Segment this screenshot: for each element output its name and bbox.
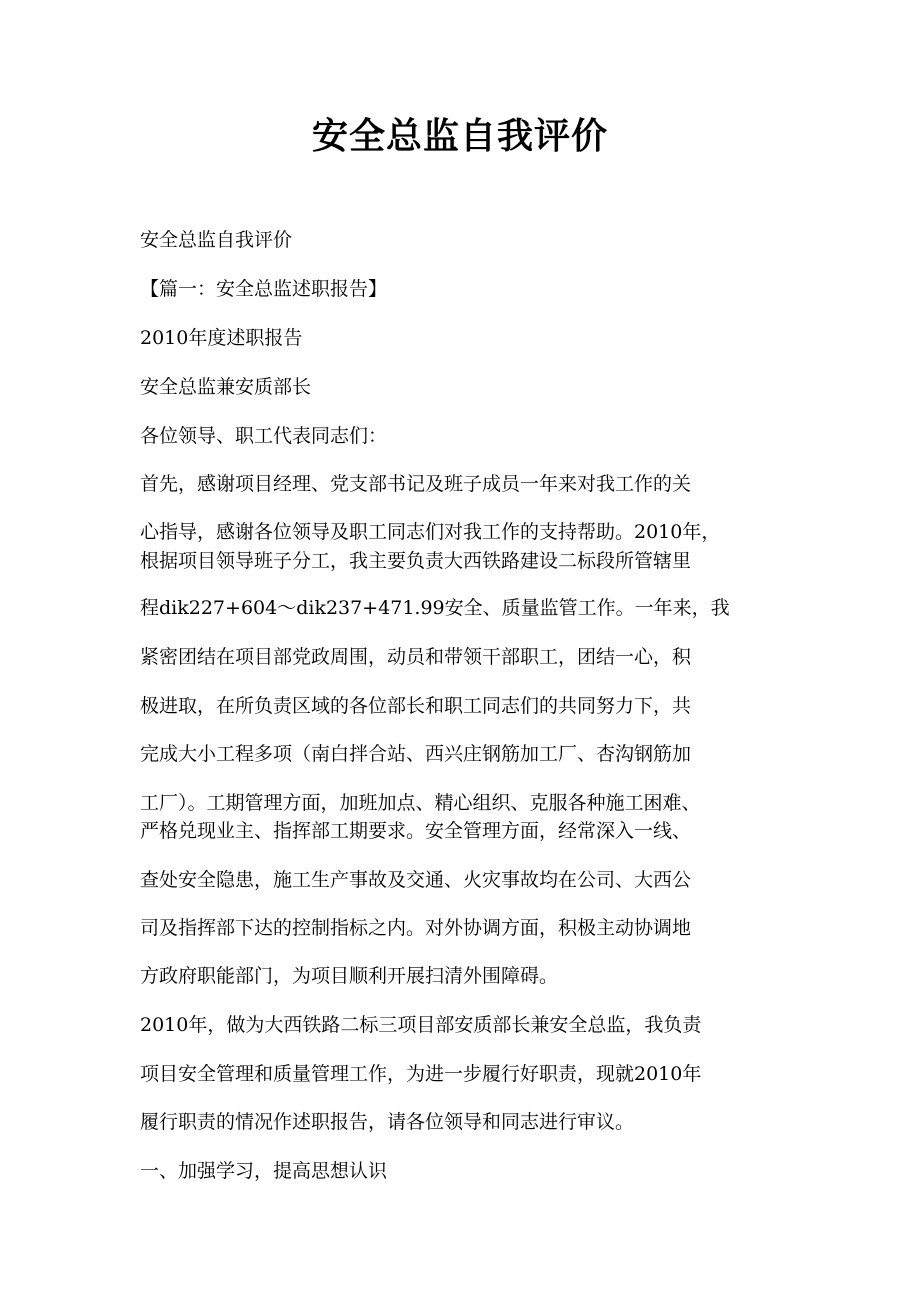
text-line: 根据项目领导班子分工，我主要负责大西铁路建设二标段所管辖里 [140, 550, 692, 572]
text-line: 查处安全隐患，施工生产事故及交通、火灾事故均在公司、大西公 [140, 869, 692, 891]
text-line: 心指导，感谢各位领导及职工同志们对我工作的支持帮助。2010年， [140, 521, 721, 543]
text-line: 项目安全管理和质量管理工作，为进一步履行好职责，现就2010年 [140, 1063, 702, 1085]
section-heading: 一、加强学习，提高思想认识 [140, 1160, 388, 1182]
text-line: 工厂）。工期管理方面，加班加点、精心组织、克服各种施工困难、 [140, 792, 701, 814]
text-line: 严格兑现业主、指挥部工期要求。安全管理方面，经常深入一线、 [140, 820, 692, 842]
text-line: 司及指挥部下达的控制指标之内。对外协调方面，积极主动协调地 [140, 917, 692, 939]
text-line: 完成大小工程多项（南白拌合站、西兴庄钢筋加工厂、杏沟钢筋加 [140, 743, 692, 765]
text-line: 首先，感谢项目经理、党支部书记及班子成员一年来对我工作的关 [140, 473, 692, 495]
document-title: 安全总监自我评价 [311, 115, 608, 157]
text-line: 紧密团结在项目部党政周围，动员和带领干部职工，团结一心，积 [140, 646, 692, 668]
text-line: 安全总监自我评价 [140, 229, 293, 251]
text-line: 【篇一：安全总监述职报告】 [140, 278, 388, 300]
text-line: 2010年度述职报告 [140, 327, 303, 349]
text-line: 履行职责的情况作述职报告，请各位领导和同志进行审议。 [140, 1111, 635, 1133]
text-line: 程dik227+604～dik237+471.99安全、质量监管工作。一年来，我 [140, 597, 730, 619]
text-line: 各位领导、职工代表同志们： [140, 425, 388, 447]
text-line: 2010年，做为大西铁路二标三项目部安质部长兼安全总监，我负责 [140, 1014, 702, 1036]
text-line: 方政府职能部门，为项目顺利开展扫清外围障碍。 [140, 965, 559, 987]
text-line: 极进取，在所负责区域的各位部长和职工同志们的共同努力下，共 [140, 695, 692, 717]
text-line: 安全总监兼安质部长 [140, 376, 312, 398]
